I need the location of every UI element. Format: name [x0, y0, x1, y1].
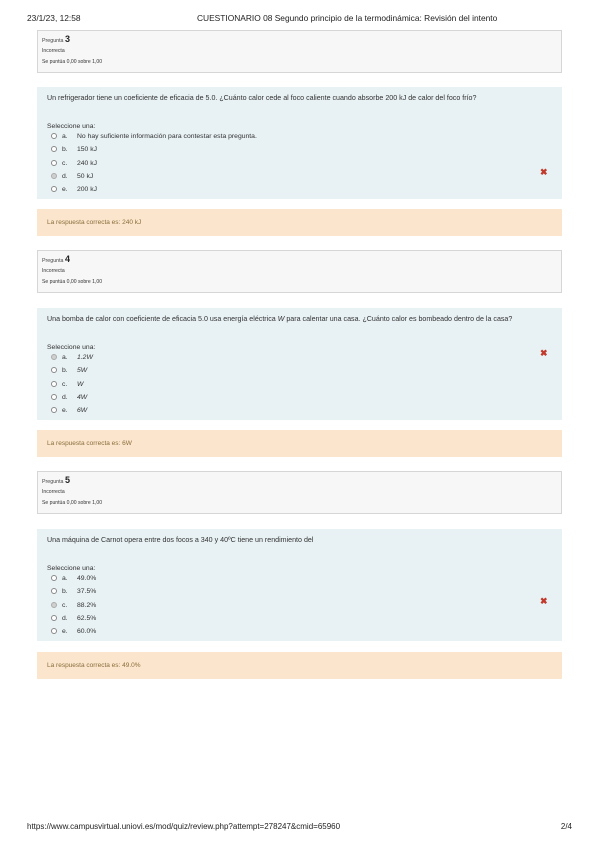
incorrect-icon: ✖: [540, 596, 548, 606]
option-a[interactable]: a. 49.0%: [47, 572, 562, 585]
question-status: Incorrecta: [42, 48, 65, 54]
options-list: [47, 572, 562, 638]
question-label: Pregunta: [42, 38, 64, 44]
question-score: Se puntúa 0,00 sobre 1,00: [42, 59, 103, 65]
question-content-5: [37, 529, 562, 641]
select-label: Seleccione una:: [47, 123, 96, 130]
options-list: [47, 130, 562, 196]
options-list: [47, 351, 562, 417]
question-content-4: [37, 308, 562, 420]
option-d[interactable]: d. 62.5%: [47, 612, 562, 625]
radio-button[interactable]: [51, 186, 57, 192]
option-c[interactable]: c. 88.2%: [47, 599, 562, 612]
select-label: Seleccione una:: [47, 565, 96, 572]
radio-button-selected[interactable]: [51, 354, 57, 360]
radio-button[interactable]: [51, 575, 57, 581]
option-e[interactable]: e. 6W: [47, 404, 562, 417]
option-a[interactable]: a. No hay suficiente información para contestar esta pregunta.: [47, 130, 562, 143]
radio-button[interactable]: [51, 367, 57, 373]
incorrect-icon: ✖: [540, 167, 548, 177]
question-score: Se puntúa 0,00 sobre 1,00: [42, 500, 103, 506]
question-content-3: [37, 87, 562, 199]
radio-button[interactable]: [51, 160, 57, 166]
radio-button[interactable]: [51, 588, 57, 594]
radio-button[interactable]: [51, 394, 57, 400]
option-b[interactable]: b. 37.5%: [47, 585, 562, 598]
radio-button[interactable]: [51, 615, 57, 621]
question-number: 4: [64, 254, 70, 264]
option-e[interactable]: e. 60.0%: [47, 625, 562, 638]
option-a[interactable]: a. 1.2W: [47, 351, 562, 364]
question-label: Pregunta: [42, 479, 64, 485]
feedback-correct-answer: La respuesta correcta es: 6W: [37, 430, 562, 457]
radio-button[interactable]: [51, 146, 57, 152]
print-title: CUESTIONARIO 08 Segundo principio de la termodinámica: Revisión del intento: [197, 13, 498, 23]
option-c[interactable]: c. W: [47, 378, 562, 391]
page-url: https://www.campusvirtual.uniovi.es/mod/quiz/review.php?attempt=278247&cmid=65960: [27, 822, 341, 831]
radio-button[interactable]: [51, 407, 57, 413]
question-info-3: [37, 30, 562, 73]
question-number: 3: [64, 34, 70, 44]
option-d[interactable]: d. 4W: [47, 391, 562, 404]
radio-button[interactable]: [51, 628, 57, 634]
question-info-4: [37, 250, 562, 293]
radio-button-selected[interactable]: [51, 173, 57, 179]
question-status: Incorrecta: [42, 268, 65, 274]
select-label: Seleccione una:: [47, 344, 96, 351]
print-date: 23/1/23, 12:58: [27, 13, 81, 23]
radio-button[interactable]: [51, 381, 57, 387]
radio-button-selected[interactable]: [51, 602, 57, 608]
question-number: 5: [64, 475, 70, 485]
option-b[interactable]: b. 150 kJ: [47, 143, 562, 156]
incorrect-icon: ✖: [540, 348, 548, 358]
question-text: Un refrigerador tiene un coeficiente de eficacia de 5.0. ¿Cuánto calor cede al foco caliente cuando absorbe 200 kJ de calor del foco frío?: [47, 94, 477, 102]
question-label: Pregunta: [42, 258, 64, 264]
question-text: Una bomba de calor con coeficiente de eficacia 5.0 usa energía eléctrica W para calentar una casa. ¿Cuánto calor es bombeado dentro de la casa?: [47, 315, 513, 323]
option-d[interactable]: d. 50 kJ: [47, 170, 562, 183]
option-b[interactable]: b. 5W: [47, 364, 562, 377]
feedback-correct-answer: La respuesta correcta es: 240 kJ: [37, 209, 562, 236]
question-score: Se puntúa 0,00 sobre 1,00: [42, 279, 103, 285]
feedback-correct-answer: La respuesta correcta es: 49.0%: [37, 652, 562, 679]
option-c[interactable]: c. 240 kJ: [47, 157, 562, 170]
question-info-5: [37, 471, 562, 514]
radio-button[interactable]: [51, 133, 57, 139]
question-status: Incorrecta: [42, 489, 65, 495]
page-number: 2/4: [560, 822, 572, 831]
option-e[interactable]: e. 200 kJ: [47, 183, 562, 196]
question-text: Una máquina de Carnot opera entre dos focos a 340 y 40ºC tiene un rendimiento del: [47, 536, 314, 544]
